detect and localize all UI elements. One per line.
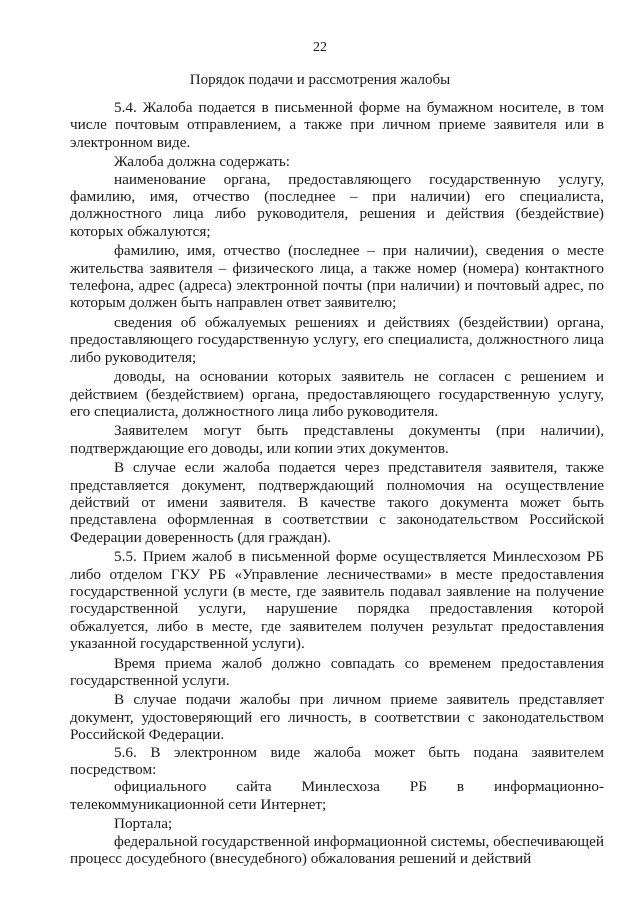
list-item-official-site: официального сайта Минлесхоза РБ в информационно-телекоммуникационной сети Интернет;	[70, 778, 604, 813]
paragraph-personal-reception: В случае подачи жалобы при личном приеме заявитель представляет документ, удостоверяющий его личность, в соответствии с законодательством Российской Федерации.	[70, 691, 604, 744]
paragraph-representative: В случае если жалоба подается через представителя заявителя, также представляется документ, подтверждающий полномочия на осуществление действий от имени заявителя. В качестве такого документа может быть представлена оформленная в соответствии с законодательством Российской Федерации доверенность (для граждан).	[70, 459, 604, 546]
document-body	[70, 99, 604, 867]
list-item-arguments: доводы, на основании которых заявитель не согласен с решением и действием (бездействием) органа, предоставляющего государственную услугу, его специалиста, должностного лица либо руководителя.	[70, 368, 604, 420]
section-title: Порядок подачи и рассмотрения жалобы	[189, 72, 451, 88]
paragraph-5-6: 5.6. В электронном виде жалоба может быть подана заявителем посредством:	[70, 743, 604, 779]
list-item-organ-name: наименование органа, предоставляющего государственную услугу, фамилию, имя, отчество (последнее – при наличии) его специалиста, должностного лица либо руководителя, решения и действия (бездействие) которых обжалуются;	[70, 170, 604, 240]
paragraph-supporting-documents: Заявителем могут быть представлены документы (при наличии), подтверждающие его доводы, или копии этих документов.	[70, 422, 604, 457]
paragraph-5-5: 5.5. Прием жалоб в письменной форме осуществляется Минлесхозом РБ либо отделом ГКУ РБ «Управление лесничествами» в месте предоставления государственной услуги (в месте, где заявитель подавал заявление на получение государственной услуги, нарушение порядка предоставления которой обжалуется, либо в месте, где заявителем получен результат предоставления указанной государственной услуги).	[70, 548, 604, 653]
list-item-applicant-details: фамилию, имя, отчество (последнее – при наличии), сведения о месте жительства заявителя – физического лица, а также номер (номера) контактного телефона, адрес (адреса) электронной почты (при наличии) и почтовый адрес, по которым должен быть направлен ответ заявителю;	[70, 242, 604, 312]
list-item-decisions-info: сведения об обжалуемых решениях и действиях (бездействии) органа, предоставляющего государственную услугу, его специалиста, должностного лица либо руководителя;	[70, 313, 604, 366]
paragraph-5-4: 5.4. Жалоба подается в письменной форме на бумажном носителе, в том числе почтовым отправлением, а также при личном приеме заявителя или в электронном виде.	[70, 99, 604, 151]
paragraph-reception-time: Время приема жалоб должно совпадать со временем предоставления государственной услуги.	[70, 654, 604, 689]
page-number: 22	[313, 40, 327, 55]
paragraph-complaint-contents-intro: Жалоба должна содержать:	[114, 153, 290, 171]
list-item-portal: Портала;	[114, 815, 173, 833]
list-item-federal-system: федеральной государственной информационной системы, обеспечивающей процесс досудебного (внесудебного) обжалования решений и действий	[70, 832, 604, 868]
